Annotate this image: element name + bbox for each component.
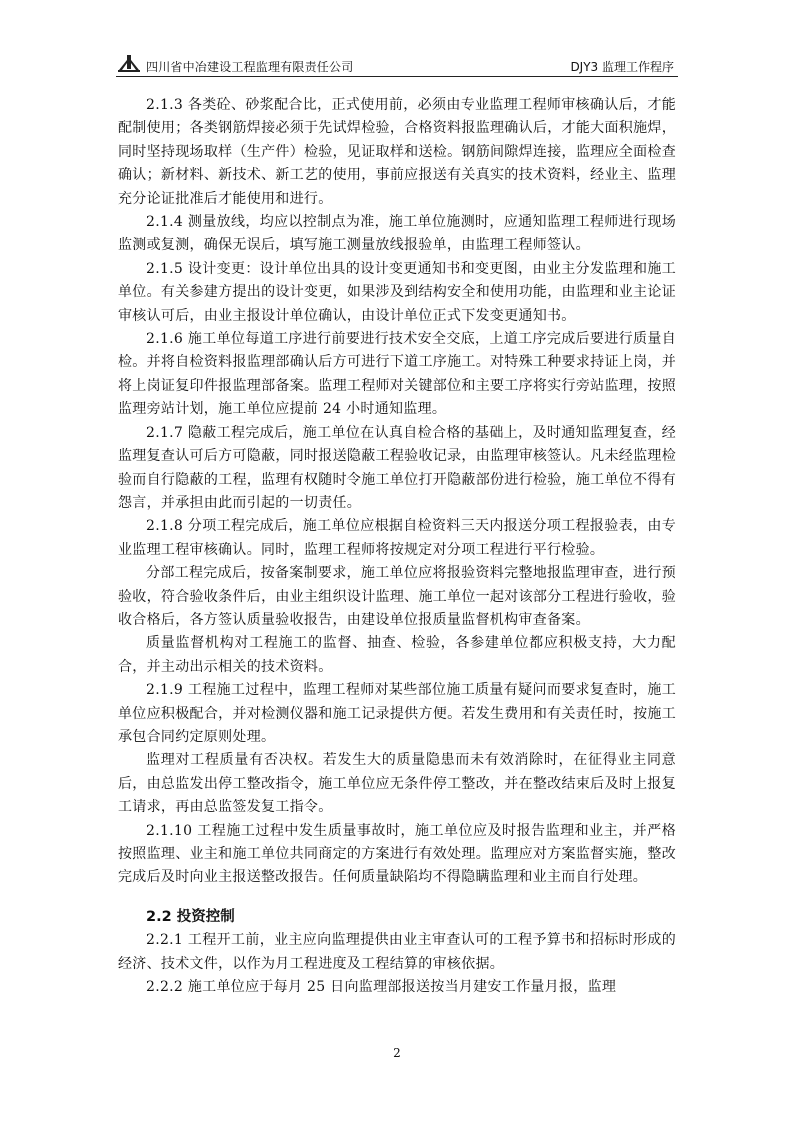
document-title: DJY3 监理工作程序 (570, 60, 674, 74)
paragraph-2-1-7: 2.1.7 隐蔽工程完成后，施工单位在认真自检合格的基础上，及时通知监理复查，经监理复查认可后方可隐蔽，同时报送隐蔽工程验收记录，由监理审核签认。凡未经监理检验而自行隐蔽的工程，监理有权随时令施工单位打开隐蔽部份进行检验，施工单位不得有怨言，并承担由此而引起的一切责任。 (118, 424, 676, 511)
section-title-investment-control: 2.2 投资控制 (146, 908, 235, 925)
document-body (118, 94, 676, 999)
company-name: 四川省中冶建设工程监理有限责任公司 (146, 60, 354, 74)
paragraph-2-1-10: 2.1.10 工程施工过程中发生质量事故时，施工单位应及时报告监理和业主，并严格按照监理、业主和施工单位共同商定的方案进行有效处理。监理应对方案监督实施，整改完成后及时向业主报送整改报告。任何质量缺陷均不得隐瞒监理和业主而自行处理。 (118, 822, 676, 886)
paragraph-subproject-acceptance: 分部工程完成后，按备案制要求，施工单位应将报验资料完整地报监理审查，进行预验收，符合验收条件后，由业主组织设计监理、施工单位一起对该部分工程进行验收，验收合格后，各方签认质量验收报告，由建设单位报质量监督机构审查备案。 (118, 565, 676, 628)
paragraph-2-1-4: 2.1.4 测量放线，均应以控制点为准，施工单位施测时，应通知监理工程师进行现场监测或复测，确保无误后，填写施工测量放线报验单，由监理工程师签认。 (118, 214, 676, 254)
paragraph-2-2-2: 2.2.2 施工单位应于每月 25 日向监理部报送按当月建安工作量月报，监理 (146, 979, 617, 996)
paragraph-2-1-3: 2.1.3 各类砼、砂浆配合比，正式使用前，必须由专业监理工程师审核确认后，才能配制使用；各类钢筋焊接必须于先试焊检验，合格资料报监理确认后，才能大面积施焊，同时坚持现场取样（生产件）检验，见证取样和送检。钢筋间隙焊连接，监理应全面检查确认；新材料、新技术、新工艺的使用，事前应报送有关真实的技术资料，经业主、监理充分论证批准后才能使用和进行。 (118, 97, 676, 207)
page-number: 2 (393, 1046, 401, 1060)
paragraph-veto-right: 监理对工程质量有否决权。若发生大的质量隐患而未有效消除时，在征得业主同意后，由总监发出停工整改指令，施工单位应无条件停工整改，并在整改结束后及时上报复工请求，再由总监签发复工指令。 (118, 752, 676, 816)
paragraph-2-1-9: 2.1.9 工程施工过程中，监理工程师对某些部位施工质量有疑问而要求复查时，施工单位应积极配合，并对检测仪器和施工记录提供方便。若发生费用和有关责任时，按施工承包合同约定原则处理。 (118, 682, 676, 745)
paragraph-2-1-8: 2.1.8 分项工程完成后，施工单位应根据自检资料三天内报送分项工程报验表，由专业监理工程审核确认。同时，监理工程师将按规定对分项工程进行平行检验。 (118, 518, 676, 558)
paragraph-2-2-1: 2.2.1 工程开工前，业主应向监理提供由业主审查认可的工程予算书和招标时形成的经济、技术文件，以作为月工程进度及工程结算的审核依据。 (118, 932, 676, 972)
paragraph-quality-supervision: 质量监督机构对工程施工的监督、抽查、检验，各参建单位都应积极支持，大力配合，并主动出示相关的技术资料。 (118, 635, 676, 675)
paragraph-2-1-6: 2.1.6 施工单位每道工序进行前要进行技术安全交底，上道工序完成后要进行质量自检。并将自检资料报监理部确认后方可进行下道工序施工。对特殊工种要求持证上岗，并将上岗证复印件报监理部备案。监理工程师对关键部位和主要工序将实行旁站监理，按照监理旁站计划，施工单位应提前 24 小时通知监理。 (118, 331, 676, 418)
company-logo-icon (118, 54, 140, 72)
paragraph-2-1-5: 2.1.5 设计变更：设计单位出具的设计变更通知书和变更图，由业主分发监理和施工单位。有关参建方提出的设计变更，如果涉及到结构安全和使用功能，由监理和业主论证审核认可后，由业主报设计单位确认，由设计单位正式下发变更通知书。 (118, 260, 676, 324)
page-header (116, 48, 678, 77)
